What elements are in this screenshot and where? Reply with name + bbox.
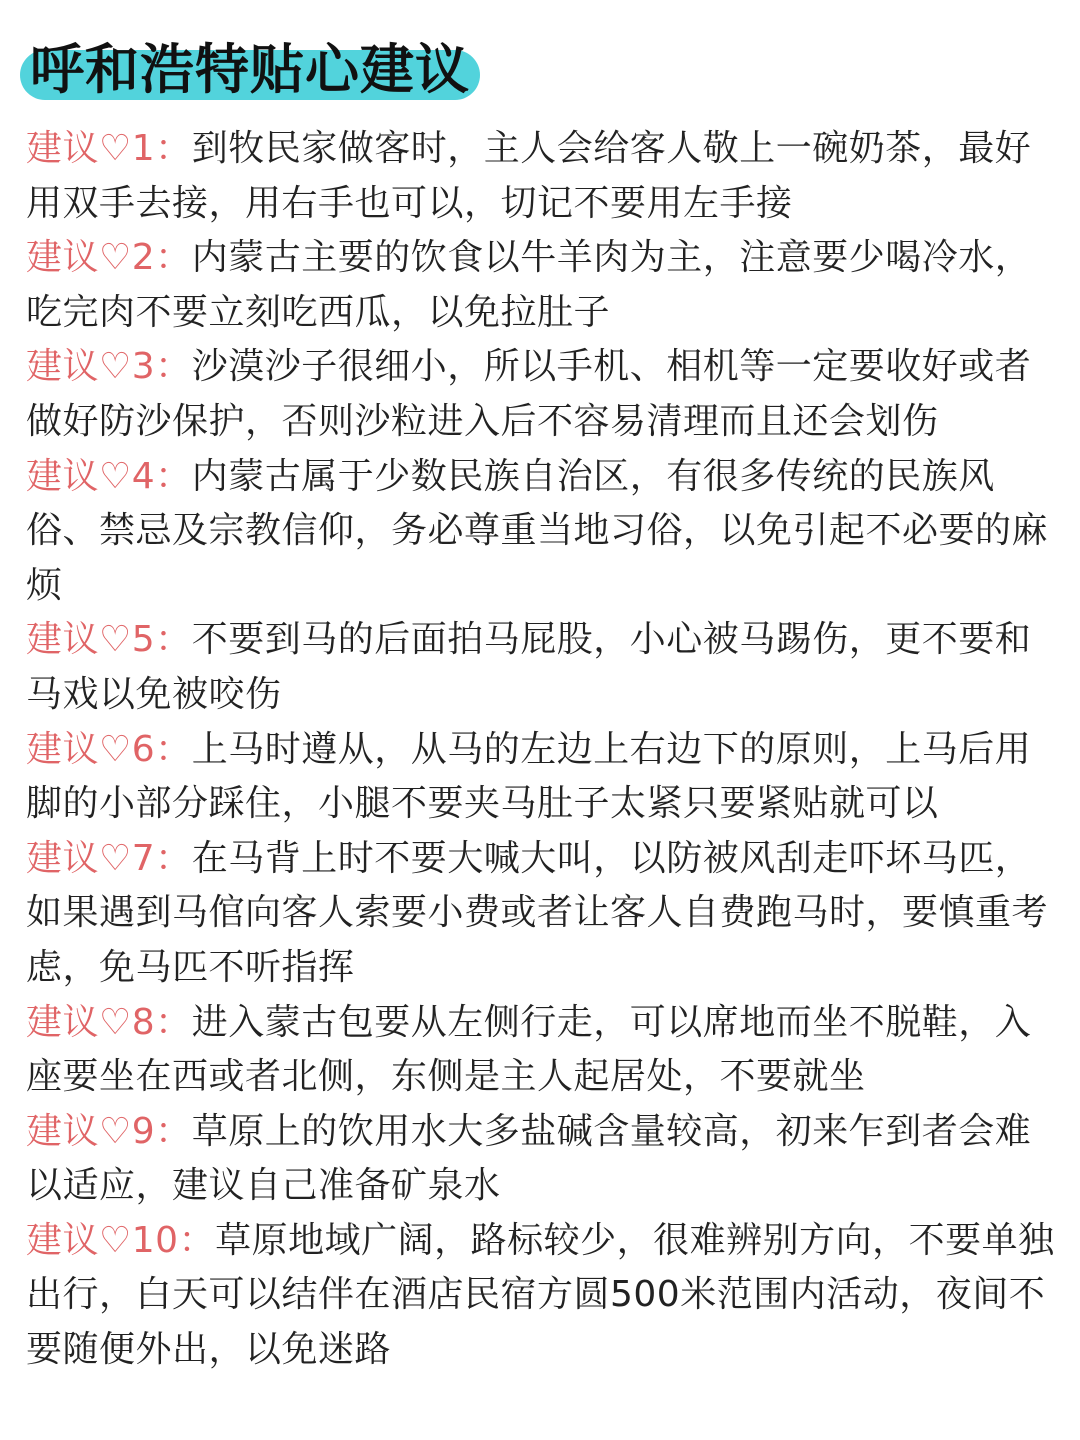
tip-item-10 [26, 1214, 1056, 1378]
tip-label: 建议♡7： [26, 837, 192, 879]
tip-text: 沙漠沙子很细小，所以手机、相机等一定要收好或者做好防沙保护，否则沙粒进入后不容易清理而且还会划伤 [26, 346, 1032, 442]
tip-label: 建议♡8： [26, 1001, 192, 1043]
tip-item-9 [26, 1105, 1056, 1214]
tip-text: 到牧民家做客时，主人会给客人敬上一碗奶茶，最好用双手去接，用右手也可以，切记不要用左手接 [26, 128, 1032, 224]
tip-item-6 [26, 723, 1056, 832]
tip-text: 上马时遵从，从马的左边上右边下的原则，上马后用脚的小部分踩住，小腿不要夹马肚子太紧只要紧贴就可以 [26, 728, 1032, 825]
tip-label: 建议♡6： [26, 728, 192, 770]
tip-item-5 [26, 613, 1056, 722]
tip-label: 建议♡4： [26, 455, 192, 497]
tip-label: 建议♡10： [26, 1219, 216, 1261]
tip-item-8 [26, 996, 1056, 1105]
tips-list [26, 122, 1056, 1378]
page-title: 呼和浩特贴心建议 [30, 38, 470, 101]
tip-text: 草原地域广阔，路标较少，很难辨别方向，不要单独出行，白天可以结伴在酒店民宿方圆500米范围内活动，夜间不要随便外出，以免迷路 [26, 1219, 1055, 1371]
tip-item-3 [26, 340, 1056, 449]
tip-label: 建议♡3： [26, 346, 192, 388]
tip-text: 在马背上时不要大喊大叫，以防被风刮走吓坏马匹，如果遇到马倌向客人索要小费或者让客人自费跑马时，要慎重考虑，免马匹不听指挥 [26, 837, 1049, 988]
tip-item-4 [26, 450, 1056, 614]
tip-item-1 [26, 122, 1056, 231]
tip-text: 进入蒙古包要从左侧行走，可以席地而坐不脱鞋，入座要坐在西或者北侧，东侧是主人起居处，不要就坐 [26, 1001, 1032, 1098]
title-block [20, 36, 480, 104]
tip-label: 建议♡1： [26, 128, 192, 169]
tip-item-2 [26, 231, 1056, 340]
tip-text: 草原上的饮用水大多盐碱含量较高，初来乍到者会难以适应，建议自己准备矿泉水 [26, 1110, 1032, 1207]
tip-label: 建议♡9： [26, 1110, 192, 1152]
tip-text: 不要到马的后面拍马屁股，小心被马踢伤，更不要和马戏以免被咬伤 [26, 619, 1032, 715]
tip-text: 内蒙古属于少数民族自治区，有很多传统的民族风俗、禁忌及宗教信仰，务必尊重当地习俗，以免引起不必要的麻烦 [26, 455, 1049, 606]
tip-label: 建议♡5： [26, 619, 192, 661]
tip-label: 建议♡2： [26, 237, 192, 279]
tip-text: 内蒙古主要的饮食以牛羊肉为主，注意要少喝冷水，吃完肉不要立刻吃西瓜，以免拉肚子 [26, 237, 1032, 333]
tip-item-7 [26, 832, 1056, 996]
